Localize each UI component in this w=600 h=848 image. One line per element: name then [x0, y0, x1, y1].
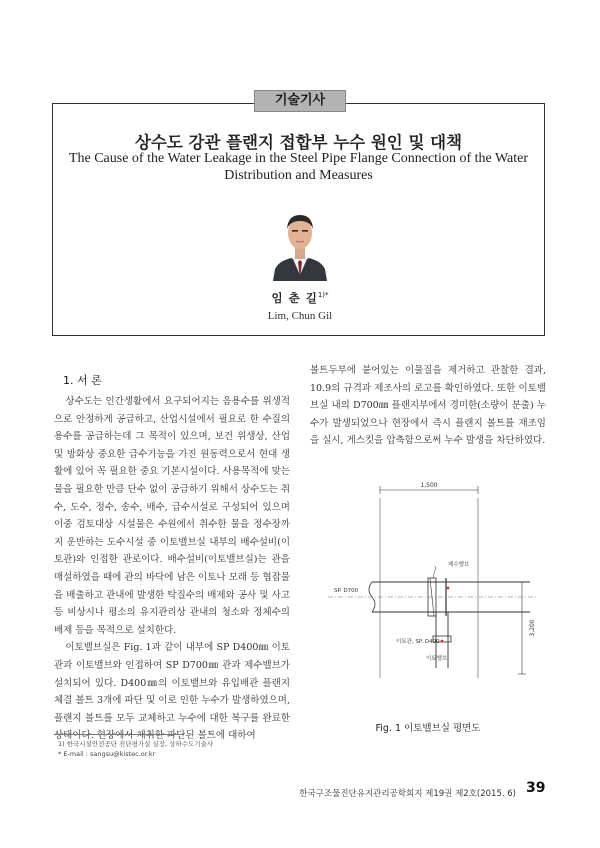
author-superscript: 1)*	[317, 291, 329, 300]
page-number: 39	[526, 780, 546, 796]
main-pipe-label: SP. D700	[334, 588, 359, 594]
author-portrait	[271, 203, 329, 281]
paragraph: 이토밸브실은 Fig. 1과 같이 내부에 SP D400㎜ 이토관과 이토밸브와 인접하여 SP D700㎜ 관과 제수밸브가 설치되어 있다. D400㎜의 이토밸브와 유입배관 플랜지 체결 볼트 3개에 파단 및 이로 인한 누수가 발생하였으며, 플랜지 볼트를 모두 교체하고 누수에 대한 복구를 완료한 상태이다. 현장에서 채취한 파단된 볼트에 대하여	[54, 642, 290, 742]
figure-caption: Fig. 1 이토밸브실 평면도	[375, 723, 481, 734]
dimension-right-label: 3,200	[529, 619, 536, 637]
title-english: The Cause of the Water Leakage in the Steel Pipe Flange Connection of the Water Distribution and Measures	[68, 151, 529, 183]
left-column-text	[54, 393, 290, 745]
footnote-affiliation: 1) 한국시설안전공단 진단평가실 실장, 상하수도기술사	[58, 740, 214, 748]
right-column-text	[310, 362, 546, 450]
running-footer: 한국구조물진단유지관리공학회지 제19권 제2호(2015. 6)	[299, 789, 516, 799]
paragraph: 볼트두부에 붙어있는 이물질을 제거하고 관찰한 결과, 10.9의 규격과 제조사의 로고를 확인하였다. 또한 이토밸브실 내의 D700㎜ 플랜지부에서 경미한(소량이 분출) 누수가 발생되었으나 현장에서 즉시 플랜지 볼트를 재조임을 실시, 게스킷을 압축함으로써 누수 발생을 차단하였다.	[310, 365, 546, 447]
leak-marker	[441, 640, 444, 643]
paragraph: 상수도는 인간생활에서 요구되어지는 음용수를 위생적으로 안정하게 공급하고, 산업시설에서 필요로 한 수질의 용수를 공급하는데 그 목적이 있으며, 보건 위생상, 산업 및 방화상 중요한 급수기능을 가진 원동력으로서 현대 생활에 있어 꼭 필요한 중요 기본시설이다. 사용목적에 맞는 물을 필요한 만큼 단수 없이 공급하기 위해서 상수도는 취수, 도수, 정수, 송수, 배수, 급수시설로 구성되어 있으며 이중 검토대상 시설물은 수원에서 취수한 물을 정수장까지 운반하는 도수시설 중 이토밸브실 내부의 배수설비(이토관)와 인접한 관로이다. 배수설비(이토밸브실)는 관을 매설하였을 때에 관의 바닥에 남은 이토나 모래 등 협잡물을 배출하고 관내에 발생한 탁질수의 배제와 공사 및 사고 등 비상시나 평소의 유지관리상 관내의 청소와 정체수의 배제 등을 목적으로 설치한다.	[54, 396, 290, 636]
footnote-divider	[54, 734, 184, 735]
drain-valve-label: 이토밸브	[426, 656, 448, 662]
valve-room-plan-figure	[312, 478, 544, 700]
title-korean: 상수도 강관 플랜지 접합부 누수 원인 및 대책	[134, 133, 463, 152]
section-heading: 1. 서 론	[63, 374, 102, 387]
dimension-top-label: 1,500	[420, 482, 438, 489]
author-name-korean	[252, 290, 348, 306]
author-name-english: Lim, Chun Gil	[267, 310, 333, 322]
author-name-ko-text: 임 춘 길	[271, 291, 318, 305]
sluice-valve-label: 제수밸브	[448, 562, 470, 568]
section-label: 기술기사	[254, 90, 346, 112]
footnote-email: * E-mail : sangsu@kistec.or.kr	[58, 750, 156, 758]
drain-pipe-label: 이토관, SP. D400	[396, 639, 440, 645]
leak-marker	[447, 587, 450, 590]
